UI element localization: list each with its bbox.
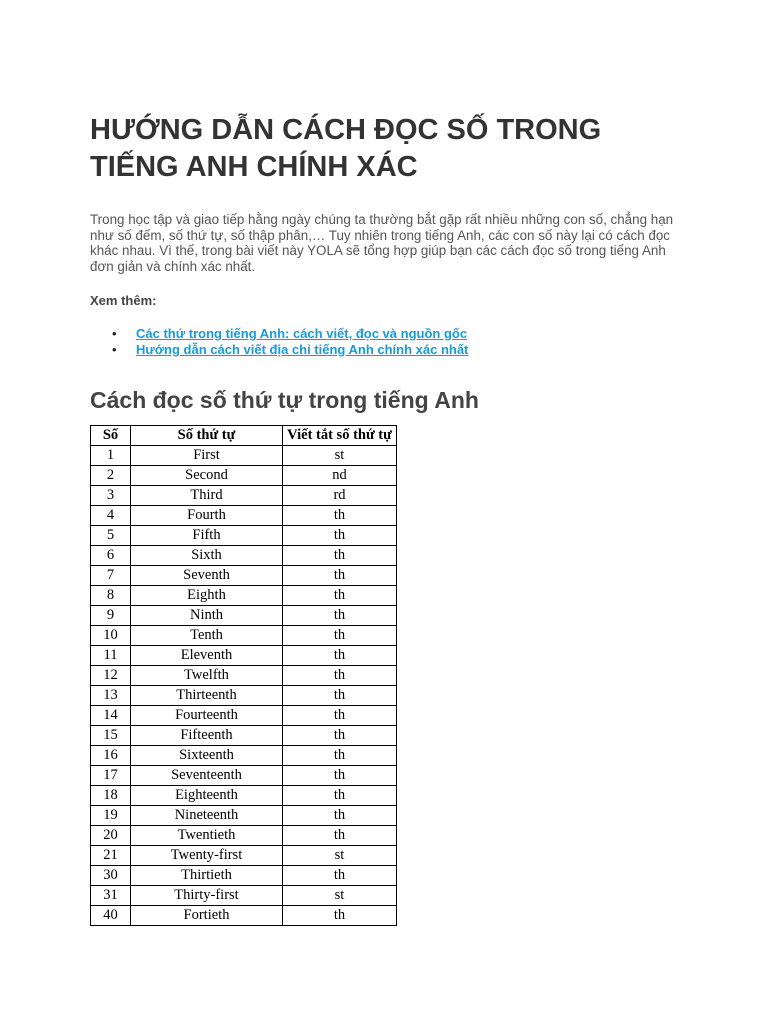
cell-abbreviation: nd bbox=[283, 466, 397, 486]
cell-abbreviation: th bbox=[283, 606, 397, 626]
cell-ordinal: Third bbox=[131, 486, 283, 506]
cell-ordinal: Nineteenth bbox=[131, 806, 283, 826]
cell-ordinal: Eleventh bbox=[131, 646, 283, 666]
cell-number: 4 bbox=[91, 506, 131, 526]
cell-number: 30 bbox=[91, 866, 131, 886]
table-row bbox=[91, 466, 397, 486]
table-row bbox=[91, 486, 397, 506]
bullet-icon: • bbox=[112, 342, 117, 357]
cell-number: 19 bbox=[91, 806, 131, 826]
table-row bbox=[91, 446, 397, 466]
cell-number: 10 bbox=[91, 626, 131, 646]
cell-number: 12 bbox=[91, 666, 131, 686]
cell-abbreviation: th bbox=[283, 866, 397, 886]
cell-abbreviation: th bbox=[283, 906, 397, 926]
table-row bbox=[91, 786, 397, 806]
cell-abbreviation: st bbox=[283, 846, 397, 866]
header-number: Số bbox=[91, 426, 131, 446]
cell-number: 40 bbox=[91, 906, 131, 926]
related-link-address-writing[interactable]: Hướng dẫn cách viết địa chỉ tiếng Anh chính xác nhất bbox=[136, 342, 469, 357]
cell-number: 5 bbox=[91, 526, 131, 546]
table-row bbox=[91, 626, 397, 646]
cell-abbreviation: th bbox=[283, 826, 397, 846]
cell-abbreviation: th bbox=[283, 686, 397, 706]
page-title: HƯỚNG DẪN CÁCH ĐỌC SỐ TRONG TIẾNG ANH CHÍNH XÁC bbox=[90, 114, 602, 183]
related-links-list bbox=[90, 326, 468, 358]
header-ordinal: Số thứ tự bbox=[131, 426, 283, 446]
table-row bbox=[91, 686, 397, 706]
table-row bbox=[91, 526, 397, 546]
cell-number: 31 bbox=[91, 886, 131, 906]
cell-abbreviation: rd bbox=[283, 486, 397, 506]
cell-ordinal: Twentieth bbox=[131, 826, 283, 846]
cell-ordinal: Sixteenth bbox=[131, 746, 283, 766]
cell-ordinal: Thirtieth bbox=[131, 866, 283, 886]
table-row bbox=[91, 606, 397, 626]
cell-number: 20 bbox=[91, 826, 131, 846]
cell-number: 9 bbox=[91, 606, 131, 626]
table-row bbox=[91, 646, 397, 666]
cell-number: 7 bbox=[91, 566, 131, 586]
cell-number: 17 bbox=[91, 766, 131, 786]
table-row bbox=[91, 806, 397, 826]
cell-ordinal: Sixth bbox=[131, 546, 283, 566]
bullet-icon: • bbox=[112, 326, 117, 341]
cell-ordinal: Seventeenth bbox=[131, 766, 283, 786]
cell-abbreviation: th bbox=[283, 786, 397, 806]
table-row bbox=[91, 826, 397, 846]
list-item bbox=[90, 326, 468, 342]
table-row bbox=[91, 866, 397, 886]
cell-number: 6 bbox=[91, 546, 131, 566]
cell-number: 21 bbox=[91, 846, 131, 866]
table-header-row bbox=[91, 426, 397, 446]
cell-ordinal: First bbox=[131, 446, 283, 466]
table-row bbox=[91, 506, 397, 526]
cell-number: 11 bbox=[91, 646, 131, 666]
cell-ordinal: Tenth bbox=[131, 626, 283, 646]
table-row bbox=[91, 706, 397, 726]
cell-ordinal: Fourth bbox=[131, 506, 283, 526]
ordinal-numbers-table bbox=[90, 425, 397, 926]
intro-paragraph: Trong học tập và giao tiếp hằng ngày chúng ta thường bắt gặp rất nhiều những con số, chẳng hạn như số đếm, số thứ tự, số thập phân,… Tuy nhiên trong tiếng Anh, các con số này lại có cách đọc khác nhau. Vì thế, trong bài viết này YOLA sẽ tổng hợp giúp bạn các cách đọc số trong tiếng Anh đơn giản và chính xác nhất. bbox=[90, 212, 674, 275]
cell-ordinal: Second bbox=[131, 466, 283, 486]
table-row bbox=[91, 746, 397, 766]
header-abbreviation: Viết tắt số thứ tự bbox=[283, 426, 397, 446]
cell-number: 8 bbox=[91, 586, 131, 606]
cell-ordinal: Twelfth bbox=[131, 666, 283, 686]
cell-number: 18 bbox=[91, 786, 131, 806]
cell-abbreviation: st bbox=[283, 886, 397, 906]
cell-ordinal: Eighteenth bbox=[131, 786, 283, 806]
cell-number: 3 bbox=[91, 486, 131, 506]
cell-number: 2 bbox=[91, 466, 131, 486]
cell-ordinal: Fortieth bbox=[131, 906, 283, 926]
table-row bbox=[91, 886, 397, 906]
table-body bbox=[91, 446, 397, 926]
cell-abbreviation: th bbox=[283, 586, 397, 606]
list-item bbox=[90, 342, 468, 358]
cell-number: 13 bbox=[91, 686, 131, 706]
cell-ordinal: Fifth bbox=[131, 526, 283, 546]
table-row bbox=[91, 566, 397, 586]
cell-abbreviation: th bbox=[283, 526, 397, 546]
cell-abbreviation: th bbox=[283, 626, 397, 646]
cell-abbreviation: st bbox=[283, 446, 397, 466]
table-row bbox=[91, 726, 397, 746]
cell-abbreviation: th bbox=[283, 666, 397, 686]
table-row bbox=[91, 546, 397, 566]
cell-abbreviation: th bbox=[283, 806, 397, 826]
table-row bbox=[91, 586, 397, 606]
cell-ordinal: Fourteenth bbox=[131, 706, 283, 726]
cell-abbreviation: th bbox=[283, 746, 397, 766]
table-row bbox=[91, 666, 397, 686]
table-row bbox=[91, 766, 397, 786]
cell-abbreviation: th bbox=[283, 566, 397, 586]
cell-abbreviation: th bbox=[283, 766, 397, 786]
cell-ordinal: Seventh bbox=[131, 566, 283, 586]
section-heading: Cách đọc số thứ tự trong tiếng Anh bbox=[90, 387, 479, 413]
cell-ordinal: Eighth bbox=[131, 586, 283, 606]
cell-ordinal: Ninth bbox=[131, 606, 283, 626]
cell-number: 16 bbox=[91, 746, 131, 766]
table-row bbox=[91, 906, 397, 926]
cell-number: 15 bbox=[91, 726, 131, 746]
cell-ordinal: Twenty-first bbox=[131, 846, 283, 866]
cell-abbreviation: th bbox=[283, 706, 397, 726]
cell-number: 14 bbox=[91, 706, 131, 726]
cell-number: 1 bbox=[91, 446, 131, 466]
cell-abbreviation: th bbox=[283, 546, 397, 566]
cell-ordinal: Thirteenth bbox=[131, 686, 283, 706]
table-row bbox=[91, 846, 397, 866]
cell-abbreviation: th bbox=[283, 506, 397, 526]
cell-ordinal: Thirty-first bbox=[131, 886, 283, 906]
cell-abbreviation: th bbox=[283, 646, 397, 666]
cell-ordinal: Fifteenth bbox=[131, 726, 283, 746]
cell-abbreviation: th bbox=[283, 726, 397, 746]
related-link-days-of-week[interactable]: Các thứ trong tiếng Anh: cách viết, đọc và nguồn gốc bbox=[136, 326, 468, 341]
see-more-label: Xem thêm: bbox=[90, 293, 157, 308]
